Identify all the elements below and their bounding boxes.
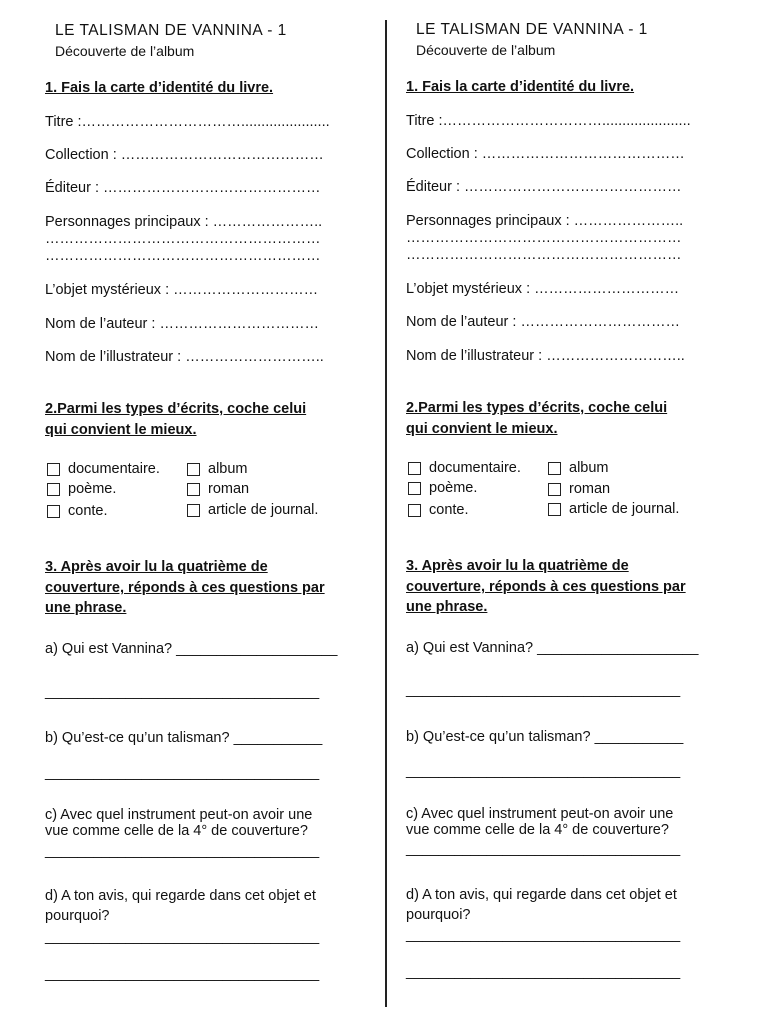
answer-line[interactable]: __________________________________ (406, 763, 681, 779)
field-objet: L’objet mystérieux : ………………………… (45, 282, 319, 298)
checkbox-icon[interactable] (187, 483, 200, 496)
option-album[interactable]: album (548, 460, 609, 476)
option-documentaire[interactable]: documentaire. (408, 460, 521, 476)
field-objet: L’objet mystérieux : ………………………… (406, 281, 680, 297)
checkbox-icon[interactable] (47, 463, 60, 476)
field-personnages-line2: ………………………………………………… (406, 230, 682, 246)
checkbox-icon[interactable] (47, 505, 60, 518)
field-personnages-line2: ………………………………………………… (45, 231, 321, 247)
section3-heading-line2: couverture, réponds à ces questions par (406, 579, 686, 595)
field-personnages: Personnages principaux : ………………….. (406, 213, 684, 229)
answer-line[interactable]: __________________________________ (45, 929, 320, 945)
section3-heading-line3: une phrase. (45, 600, 127, 616)
field-illustrateur: Nom de l’illustrateur : ……………………….. (45, 349, 324, 365)
question-c-line1: c) Avec quel instrument peut-on avoir une (406, 806, 674, 822)
field-illustrateur: Nom de l’illustrateur : ……………………….. (406, 348, 685, 364)
option-roman[interactable]: roman (187, 481, 249, 497)
field-editeur: Éditeur : ……………………………………… (45, 180, 321, 196)
section2-heading-line2: qui convient le mieux. (45, 422, 197, 438)
worksheet-title: LE TALISMAN DE VANNINA - 1 (416, 21, 648, 38)
worksheet-subtitle: Découverte de l’album (55, 43, 195, 59)
question-c-line1: c) Avec quel instrument peut-on avoir une (45, 807, 313, 823)
checkbox-icon[interactable] (408, 482, 421, 495)
option-album[interactable]: album (187, 461, 248, 477)
worksheet-subtitle: Découverte de l’album (416, 42, 556, 58)
checkbox-icon[interactable] (408, 504, 421, 517)
section1-heading: 1. Fais la carte d’identité du livre. (406, 79, 635, 95)
answer-line[interactable]: __________________________________ (45, 684, 320, 700)
section3-heading-line2: couverture, réponds à ces questions par (45, 580, 325, 596)
question-b: b) Qu’est-ce qu’un talisman? ___________ (45, 730, 323, 746)
section2-heading-line1: 2.Parmi les types d’écrits, coche celui (45, 401, 307, 417)
option-poeme[interactable]: poème. (408, 480, 477, 496)
field-collection: Collection : …………………………………… (45, 147, 324, 163)
worksheet-title: LE TALISMAN DE VANNINA - 1 (55, 22, 287, 39)
option-article[interactable]: article de journal. (548, 501, 679, 517)
field-editeur: Éditeur : ……………………………………… (406, 179, 682, 195)
section2-heading-line1: 2.Parmi les types d’écrits, coche celui (406, 400, 668, 416)
option-article[interactable]: article de journal. (187, 502, 318, 518)
answer-line[interactable]: __________________________________ (45, 765, 320, 781)
field-titre: Titre :……………………………...................... (45, 114, 330, 130)
section2-heading-line2: qui convient le mieux. (406, 421, 558, 437)
question-d-line1: d) A ton avis, qui regarde dans cet objet et (406, 887, 677, 903)
question-d-line2: pourquoi? (45, 908, 110, 924)
checkbox-icon[interactable] (548, 503, 561, 516)
field-titre: Titre :……………………………...................... (406, 113, 691, 129)
section3-heading-line1: 3. Après avoir lu la quatrième de (45, 559, 268, 575)
section3-heading-line1: 3. Après avoir lu la quatrième de (406, 558, 629, 574)
answer-line[interactable]: __________________________________ (45, 966, 320, 982)
checkbox-icon[interactable] (47, 483, 60, 496)
worksheet-left (45, 0, 395, 1024)
field-collection: Collection : …………………………………… (406, 146, 685, 162)
option-roman[interactable]: roman (548, 481, 610, 497)
field-personnages-line3: ………………………………………………… (406, 247, 682, 263)
section3-heading-line3: une phrase. (406, 599, 488, 615)
checkbox-icon[interactable] (548, 462, 561, 475)
answer-line[interactable]: __________________________________ (406, 927, 681, 943)
question-a: a) Qui est Vannina? ____________________ (45, 641, 338, 657)
answer-line[interactable]: __________________________________ (45, 843, 320, 859)
checkbox-icon[interactable] (187, 463, 200, 476)
field-auteur: Nom de l’auteur : …………………………… (406, 314, 680, 330)
checkbox-icon[interactable] (187, 504, 200, 517)
answer-line[interactable]: __________________________________ (406, 682, 681, 698)
question-a: a) Qui est Vannina? ____________________ (406, 640, 699, 656)
section1-heading: 1. Fais la carte d’identité du livre. (45, 80, 274, 96)
answer-line[interactable]: __________________________________ (406, 964, 681, 980)
option-poeme[interactable]: poème. (47, 481, 116, 497)
checkbox-icon[interactable] (408, 462, 421, 475)
field-personnages: Personnages principaux : ………………….. (45, 214, 323, 230)
option-conte[interactable]: conte. (408, 502, 469, 518)
checkbox-icon[interactable] (548, 483, 561, 496)
worksheet-right (406, 0, 756, 1024)
question-c-line2: vue comme celle de la 4° de couverture? (406, 822, 669, 838)
option-conte[interactable]: conte. (47, 503, 108, 519)
field-personnages-line3: ………………………………………………… (45, 248, 321, 264)
question-d-line2: pourquoi? (406, 907, 471, 923)
option-documentaire[interactable]: documentaire. (47, 461, 160, 477)
field-auteur: Nom de l’auteur : …………………………… (45, 316, 319, 332)
answer-line[interactable]: __________________________________ (406, 841, 681, 857)
question-d-line1: d) A ton avis, qui regarde dans cet objet et (45, 888, 316, 904)
question-b: b) Qu’est-ce qu’un talisman? ___________ (406, 729, 684, 745)
question-c-line2: vue comme celle de la 4° de couverture? (45, 823, 308, 839)
